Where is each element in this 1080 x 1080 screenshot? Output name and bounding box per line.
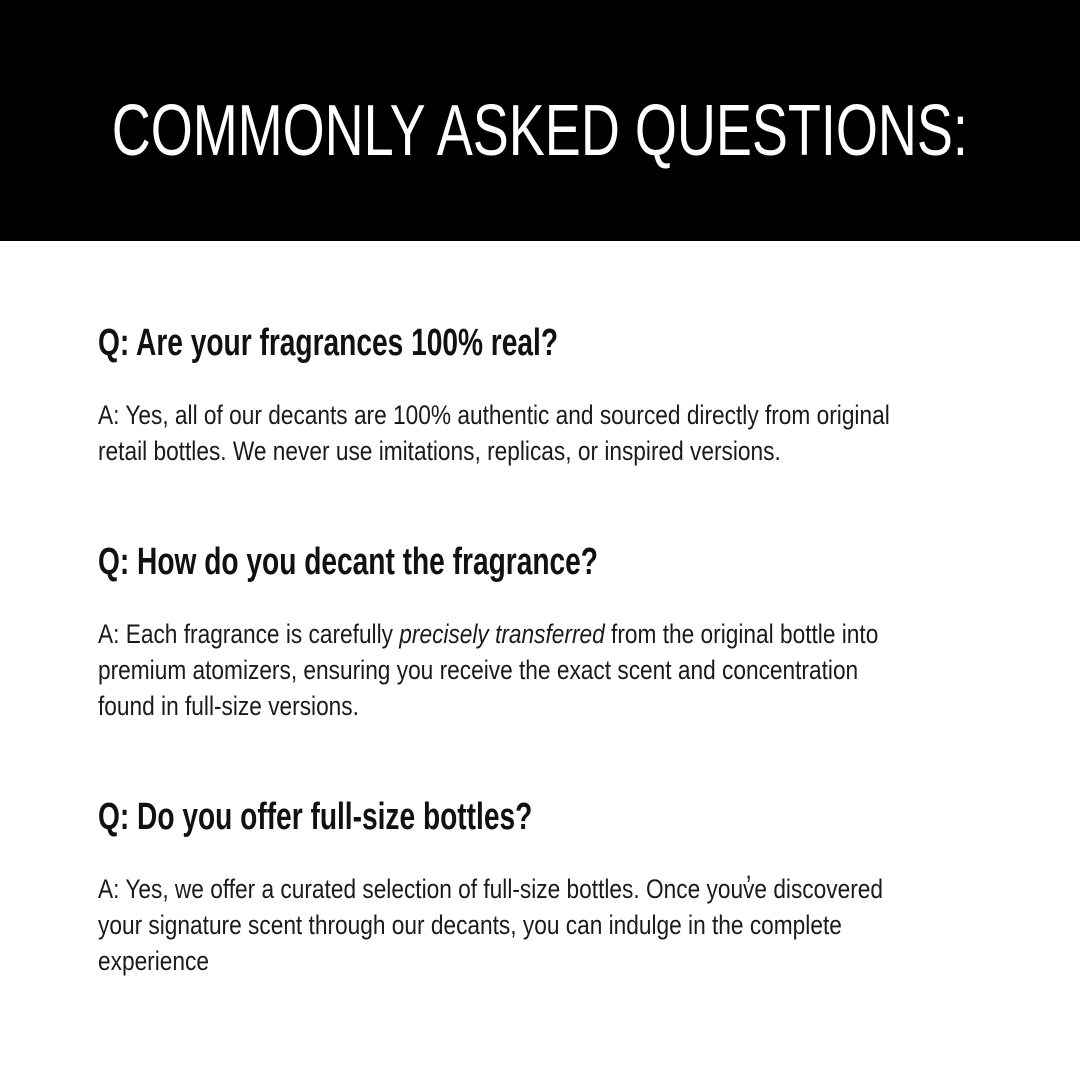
faq-item-2 [98,539,1020,724]
faq-question-2: Q: How do you decant the fragrance? [98,541,598,583]
answer-text-run: from the original bottle into [604,619,879,649]
faq-item-1 [98,320,1020,469]
answer-line [98,616,879,652]
faq-answer-2 [98,616,1020,724]
answer-line: A: Yes, we offer a curated selection of full-size bottles. Once youv̓e discovered [98,874,884,904]
faq-content [0,320,1080,979]
answer-line: premium atomizers, ensuring you receive the exact scent and concentration [98,655,859,685]
page-title: COMMONLY ASKED QUESTIONS: [111,90,969,171]
answer-text-run: A: Each fragrance is carefully [98,619,400,649]
answer-line: your signature scent through our decants, you can indulge in the complete [98,910,842,940]
answer-line: A: Yes, all of our decants are 100% authentic and sourced directly from original [98,400,890,430]
answer-emphasis: precisely transferred [399,619,605,649]
faq-question-1: Q: Are your fragrances 100% real? [98,322,559,364]
answer-line: retail bottles. We never use imitations, replicas, or inspired versions. [98,436,781,466]
faq-item-3 [98,794,1020,979]
faq-question-3: Q: Do you offer full-size bottles? [98,796,533,838]
faq-answer-1 [98,397,1020,469]
faq-answer-3 [98,871,1020,979]
header-band [0,0,1080,241]
answer-line: found in full-size versions. [98,691,359,721]
answer-line: experience [98,946,209,976]
